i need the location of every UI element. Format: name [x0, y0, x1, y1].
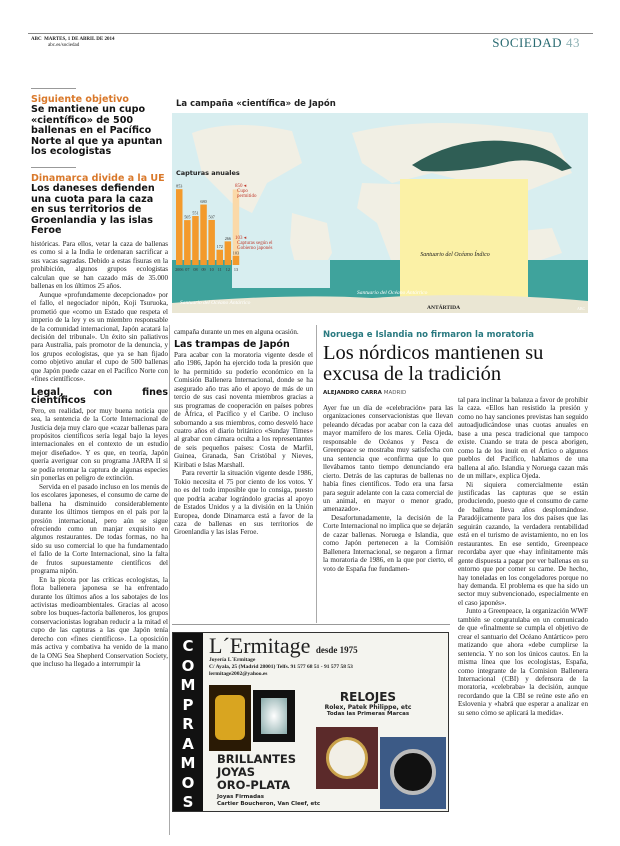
bar [176, 189, 183, 265]
article-kicker: Noruega e Islandia no firmaron la moratoria [323, 330, 535, 340]
last-capture-value: 103 [235, 236, 243, 241]
gold-image [209, 685, 251, 751]
column-divider [169, 325, 170, 835]
date: MARTES, 1 DE ABRIL DE 2014 [44, 37, 115, 42]
paragraph: Junto a Greenpeace, la organización WWF también se congratulaba en un comunicado de que «finalmente se cumpla el objetivo de crear el santuario del Océano Antártico» pero matizando que ahora «debe cumplirse la sentencia. Y no son los únicos cautos. En la misma línea que los ecologistas, España, como integrante de la Comision Ballenera Internacional (CBI) y defensora de la moratoria, «celebraba» la decisión, aunque recordando que la CBI se reúne este año en Eslovenia y «habrá que esperar a analizar en su seno cómo se aplicará la medida». [458, 607, 588, 717]
article-header [323, 330, 588, 396]
bar [225, 241, 232, 265]
paragraph: Servida en el pasado incluso en los menús de los escolares japoneses, el consumo de carne de ballena ha disminuido considerablemente durante los últimos tiempos en el país por la presión internacional, pero aún se sigue ofreciendo como un manjar exquisito en algunos restaurantes. De todas formas, no ha sido su uso comercial lo que ha fundamentado el fallo de la Corte Internacional, sino la falta de frutos supuestamente científicos del programa nipón. [31, 482, 168, 576]
antarctica-label: ANTÁRTIDA [427, 305, 461, 311]
section-title: SOCIEDAD 43 [492, 35, 580, 50]
column-divider [316, 325, 317, 623]
web-url: abc.es/sociedad [48, 43, 80, 48]
article-column-1 [31, 240, 168, 669]
paragraph: Pero, en realidad, por muy buena noticia que sea, la sentencia de la Corte Internacional de Justicia deja muy claro que «cazar ballenas para propósitos científicos sería legal bajo la leyes internacionales en el contexto de un estudio mejor diseñado». Y es que, en teoría, Japón quería averiguar con su programa JARPA II si se podía retomar la captura de algunas especies sin ponerlas en peligro de extinción. [31, 406, 168, 483]
article-column-2 [174, 328, 313, 537]
ad-diamonds: BRILLANTES [217, 752, 297, 766]
summary-deck: Los daneses defienden una cuota para la caza en sus territorios de Groenlandia y las islas Feroe [31, 182, 155, 237]
subheading: Legal, con fines científicos [31, 386, 168, 407]
bar [200, 205, 207, 265]
ad-watch-brands: Rolex, Patek Philippe, etc [324, 704, 412, 711]
article-column-4 [458, 396, 588, 820]
bar-value-label: 680 [200, 199, 207, 205]
paragraph: En la picota por las críticas ecologistas, la flota ballenera japonesa se ha enfrentado durante los últimos años a los sabotajes de los activistas medioambientales. Gracias al acoso sobre los buques-factoría balleneros, los grupos conservacionistas lograban reducir a la mitad el cupo de las capturas a las que Japón tenía derecho con «fines científicos». La oposición más activa y combativa ha venido de la mano de la ONG Sea Shepherd Conservation Society, que incluso ha llegado a interrumpir la [31, 575, 168, 669]
ad-signed-jewels: Joyas Firmadas [217, 794, 265, 800]
article-column-3 [323, 404, 453, 592]
x-tick-label: 2006 [175, 267, 184, 272]
bar [217, 250, 224, 265]
x-tick-label: 10 [209, 267, 214, 272]
x-tick-label: 12 [225, 267, 230, 272]
bar-chart [174, 177, 294, 277]
ad-side-text: COMPRAMOS [173, 633, 203, 811]
bar [208, 220, 215, 265]
paragraph: Para acabar con la moratoria vigente desde el año 1986, Japón ha ejercido toda la presión que le ha permitido su poderío económico en la Comisión Ballenera Internacional, donde se ha asegurado año tras año el apoyo de más de un tercio de sus casi noventa miembros gracias a sus programas de cooperación en países pobres de África, el Pacífico y el Caribe. O incluso sobornando a sus miembros, como desveló hace cuatro años el diario británico «Sunday Times» al grabar con cámara oculta a los representantes de seis pequeños países: Costa de Marfil, Guinea, Granada, San Cristóbal y Nieves, Kiribati e Islas Marshall. [174, 350, 313, 469]
infographic: La campaña «científica» de Japón Santuario del Océano Índico Santuario del Océano Antártico Santuario del Océano Antártico ANTÁRTIDA ABC Capturas anuales 853 2006 505 07 551 08 680 09 507 10 172 11 266 12 103 13 850 ◂ Cupo permitido 103 ◂ Capturas según el Gobierno japonés [172, 97, 588, 313]
paragraph: históricas. Para ellos, vetar la caza de ballenas es como si a la India le ordenaran sacrificar a sus vacas sagradas. Debido a estas fisuras en la prohibición, algunos grupos ecologistas calculan que se han cazado más de 35.000 ballenas en los últimos 25 años. [31, 240, 168, 291]
ad-since: desde 1975 [315, 645, 358, 655]
page-header-info [31, 37, 114, 49]
top-rule [28, 33, 593, 34]
quota-value: 850 [235, 184, 243, 189]
summary-kicker: Dinamarca divide a la UE [31, 172, 165, 184]
sidebar-summaries [31, 88, 168, 237]
paragraph: Para revertir la situación vigente desde 1986, Tokio necesita el 75 por ciento de los votos. Y no es del todo imposible que lo consiga, puesto que podría acabar lográndolo gracias al apoyo de Estados Unidos y a la división en la Unión Europea, donde Dinamarca está a favor de la caza de ballenas en sus territorios de Groenlandia y las islas Feroe. [174, 469, 313, 537]
bar-value-label: 853 [176, 183, 183, 189]
indian-sanctuary-label: Santuario del Océano Índico [420, 252, 490, 258]
x-tick-label: 11 [217, 267, 222, 272]
paragraph: Ayer fue un día de «celebración» para las organizaciones conservacionistas que llevan peleando décadas por acabar con la caza del mayor mamífero de los mares. Celia Ojeda, responsable de Océanos y Pesca de Greenpeace se mostraba muy satisfecha con una sentencia que «confirma que lo que llevábamos tanto tiempo denunciando era cierto. Detrás de las capturas de ballenas no había fines científicos. Todo era una farsa para seguir adelante con la caza comercial de un animal, en mayor o menor grado, amenazado». [323, 404, 453, 514]
x-tick-label: 09 [201, 267, 206, 272]
quota-label: Cupo permitido [237, 189, 257, 199]
paper-name: ABC [31, 37, 42, 42]
ad-jewels: JOYAS [217, 765, 256, 779]
diamond-image [253, 690, 295, 742]
antarctic-sanctuary-label: Santuario del Océano Antártico [357, 290, 428, 296]
ad-store: Joyería L´Ermitage [209, 657, 256, 663]
indian-ocean-sanctuary [400, 179, 528, 301]
infographic-title: La campaña «científica» de Japón [176, 99, 336, 109]
divider [31, 88, 76, 89]
ad-email: lermitage2002@yahoo.es [209, 671, 268, 677]
paragraph: Ni siquiera comercialmente están justificadas las capturas que se están produciendo, puesto que el consumo de carne de ballena lleva años desplomándose. Paradójicamente para los dos países que las seguirán cazando, la verdadera rentabilidad está en el turismo de avistamiento, no en los restaurantes. En ese sentido, Greenpeace recordaba ayer que «hay infinitamente más gente dispuesta a pagar por ver ballenas en su entorno que por comer su carne. De hecho, hay toneladas en los congeladores porque no hay demanda. El problema es que ha sido un sector muy subvencionado, especialmente en el caso japonés». [458, 480, 588, 607]
bar-value-label: 172 [216, 244, 223, 250]
antarctic-sanctuary-label: Santuario del Océano Antártico [180, 300, 251, 306]
steel-watch-image [380, 737, 446, 809]
x-tick-label: 08 [193, 267, 198, 272]
divider [172, 624, 450, 625]
summary-deck: Se mantiene un cupo «científico» de 500 ballenas en el Pacífico Norte al que ya apuntan los ecologistas [31, 104, 163, 158]
ad-jewel-brands: Cartier Boucheron, Van Cleef, etc [217, 801, 321, 807]
ad-brands-note: Todas las Primeras Marcas [326, 711, 410, 717]
bar-value-label: 266 [224, 235, 231, 241]
ad-watches-title: RELOJES [339, 690, 397, 704]
summary-kicker: Siguiente objetivo [31, 94, 129, 105]
gold-watch-image [316, 727, 378, 789]
divider [31, 167, 76, 168]
paragraph: Desafortunadamente, la decisión de la Corte Internacional no implica que se dejarán de cazar ballenas. Noruega e Islandia, que como Japón pertenecen a la Comisión Ballenera Internacional, se negaron a firmar la moratoria de 1986, en la que por cierto, el voto de España fue fundamen- [323, 513, 453, 573]
paragraph: tal para inclinar la balanza a favor de prohibir la caza. «Ellos han resistido la presión y como no hay sanciones previstas han seguido autoadjudicándose unas cuotas anuales en base a una pesca tradicional que tampoco existe. Cuando se trata de pesca aborigen, como la de los inuit en el Ártico o algunos pueblos del Pacífico, hablamos de una ballena al año. Islandia y Noruega cazan más de un millar», explica Ojeda. [458, 396, 588, 481]
page-number: 43 [566, 35, 580, 50]
place: MADRID [383, 390, 407, 396]
bar [192, 216, 199, 265]
author: ALEJANDRO CARRA [323, 390, 382, 396]
bar-value-label: 103 [232, 250, 240, 256]
advertisement[interactable] [172, 632, 449, 812]
subheading: Las trampas de Japón [174, 339, 290, 351]
x-tick-label: 13 [233, 267, 239, 272]
last-capture-label: Capturas según el Gobierno japonés [237, 241, 273, 251]
article-headline: Los nórdicos mantienen su excusa de la tradición [323, 342, 544, 385]
bar-value-label: 507 [208, 214, 215, 220]
bar [184, 220, 191, 265]
ad-brand: L´Ermitage [209, 633, 311, 658]
bar [233, 256, 240, 265]
ad-address: C/ Ayala, 25 (Madrid 28001) Telfs. 91 577 68 51 - 91 577 58 53 [209, 664, 353, 670]
paragraph: campaña durante un mes en alguna ocasión. [174, 328, 299, 336]
credit: ABC [577, 306, 586, 311]
x-tick-label: 07 [185, 267, 190, 272]
ad-gold-silver: ORO-PLATA [217, 778, 291, 792]
bar-value-label: 551 [192, 210, 199, 216]
bar-value-label: 505 [184, 214, 191, 220]
paragraph: Aunque «profundamente decepcionado» por el fallo, el negociador nipón, Koji Tsuruoka, prometió que «como un Estado que respeta el imperio de la ley y es un miembro responsable de la comunidad internacional, Japón acatará la decisión del tribunal». Un éxito sin paliativos para Australia, país promotor de la denuncia, y los grupos ecologistas, que ya se han fijado como objetivo anular el cupo de 500 ballenas que Japón puede cazar en el Pacífico Norte con «fines científicos». [31, 290, 168, 384]
chart-title: Capturas anuales [176, 169, 240, 177]
